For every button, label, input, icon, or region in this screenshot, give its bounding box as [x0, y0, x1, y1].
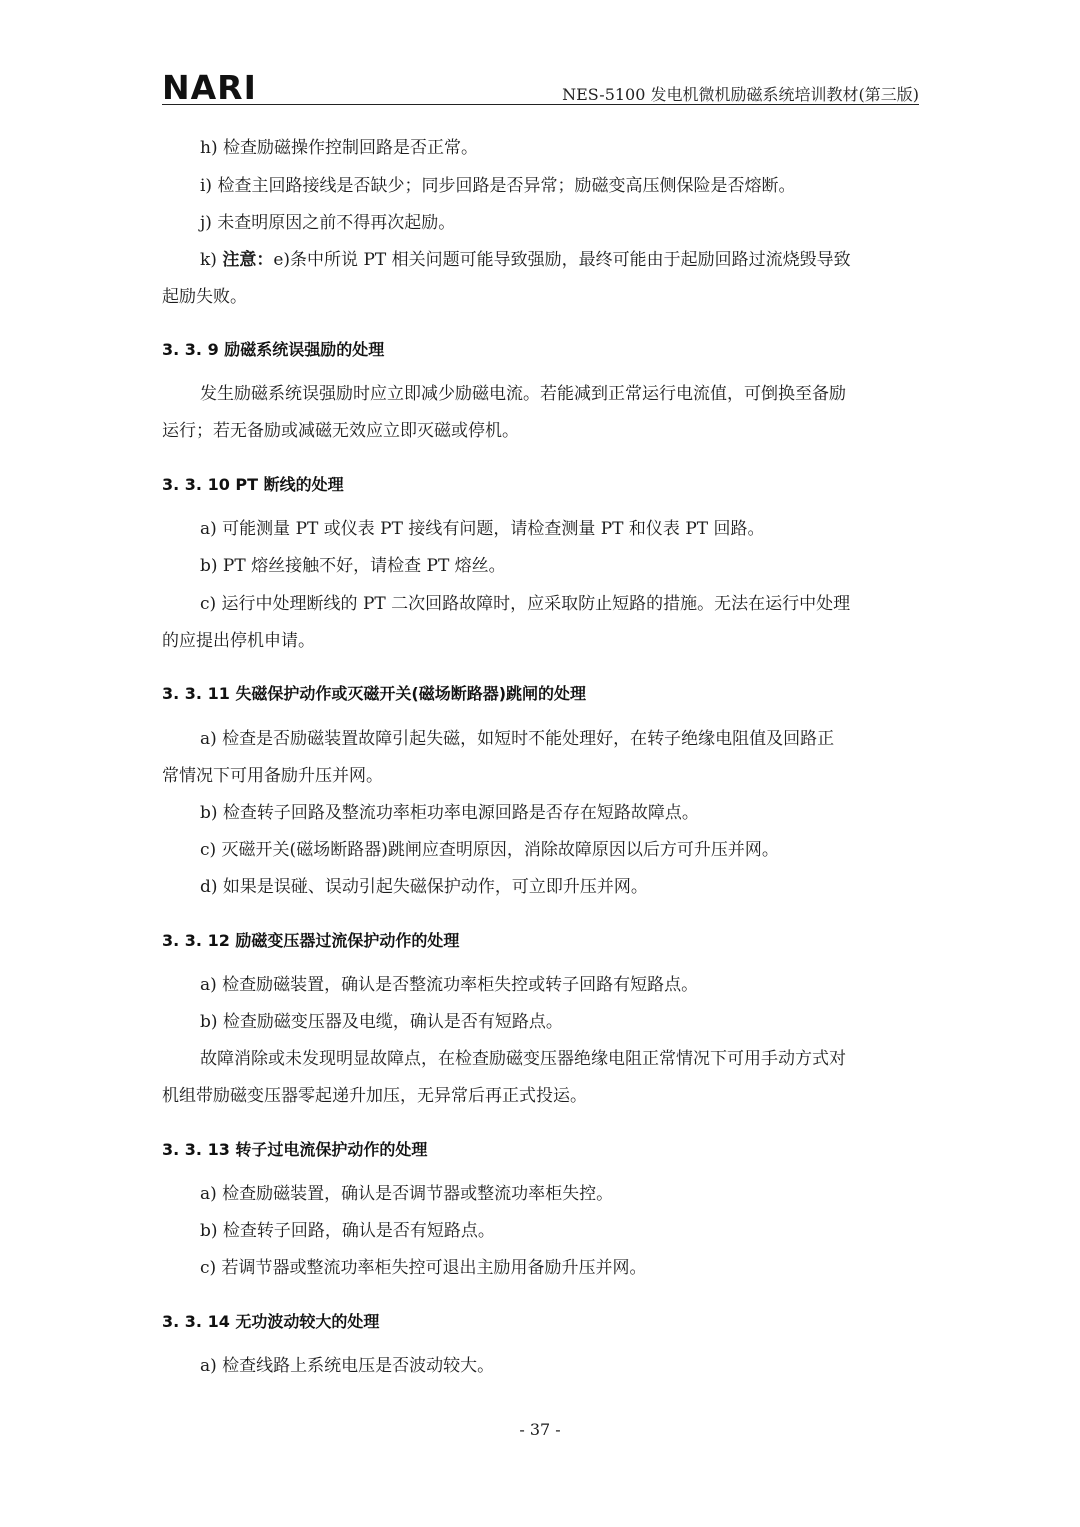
- note-label: 注意：: [222, 250, 274, 270]
- section-3-3-11-item-d: d) 如果是误碰、误动引起失磁保护动作，可立即升压并网。: [200, 877, 648, 897]
- section-3-3-11-item-a: a) 检查是否励磁装置故障引起失磁，如短时不能处理好，在转子绝缘电阻值及回路正: [200, 729, 835, 749]
- section-3-3-13-item-b: b) 检查转子回路，确认是否有短路点。: [200, 1221, 495, 1241]
- item-k-prefix: k): [200, 250, 223, 270]
- document-title: NES-5100 发电机微机励磁系统培训教材(第三版): [562, 85, 919, 104]
- section-3-3-13-heading: 3. 3. 13 转子过电流保护动作的处理: [162, 1140, 428, 1159]
- section-3-3-12-heading: 3. 3. 12 励磁变压器过流保护动作的处理: [162, 931, 460, 950]
- section-3-3-12-paragraph-continued: 机组带励磁变压器零起递升加压，无异常后再正式投运。: [162, 1086, 587, 1106]
- page-number: - 37 -: [519, 1420, 561, 1439]
- section-3-3-10-item-b: b) PT 熔丝接触不好，请检查 PT 熔丝。: [200, 556, 506, 576]
- item-h: h) 检查励磁操作控制回路是否正常。: [200, 138, 478, 158]
- section-3-3-11-item-b: b) 检查转子回路及整流功率柜功率电源回路是否存在短路故障点。: [200, 803, 699, 823]
- section-3-3-14-item-a: a) 检查线路上系统电压是否波动较大。: [200, 1356, 495, 1376]
- section-3-3-10-heading: 3. 3. 10 PT 断线的处理: [162, 475, 344, 494]
- section-3-3-12-paragraph: 故障消除或未发现明显故障点，在检查励磁变压器绝缘电阻正常情况下可用手动方式对: [200, 1049, 846, 1069]
- item-j: j) 未查明原因之前不得再次起励。: [200, 213, 456, 233]
- item-k: [200, 245, 851, 270]
- header-rule: [162, 104, 919, 105]
- section-3-3-11-item-a-continued: 常情况下可用备励升压并网。: [162, 766, 383, 786]
- section-3-3-11-item-c: c) 灭磁开关(磁场断路器)跳闸应查明原因，消除故障原因以后方可升压并网。: [200, 840, 779, 860]
- nari-logo: NARI: [162, 68, 257, 107]
- item-k-text: e)条中所说 PT 相关问题可能导致强励，最终可能由于起励回路过流烧毁导致: [273, 250, 851, 270]
- section-3-3-10-item-c: c) 运行中处理断线的 PT 二次回路故障时，应采取防止短路的措施。无法在运行中处理: [200, 594, 851, 614]
- section-3-3-10-item-c-continued: 的应提出停机申请。: [162, 631, 315, 651]
- section-3-3-9-heading: 3. 3. 9 励磁系统误强励的处理: [162, 340, 385, 359]
- section-3-3-9-paragraph-continued: 运行；若无备励或减磁无效应立即灭磁或停机。: [162, 421, 519, 441]
- section-3-3-10-item-a: a) 可能测量 PT 或仪表 PT 接线有问题，请检查测量 PT 和仪表 PT 回路。: [200, 519, 765, 539]
- item-k-continued: 起励失败。: [162, 287, 247, 307]
- section-3-3-13-item-c: c) 若调节器或整流功率柜失控可退出主励用备励升压并网。: [200, 1258, 647, 1278]
- page-header: [162, 60, 919, 107]
- section-3-3-12-item-b: b) 检查励磁变压器及电缆，确认是否有短路点。: [200, 1012, 563, 1032]
- item-i: i) 检查主回路接线是否缺少；同步回路是否异常；励磁变高压侧保险是否熔断。: [200, 176, 796, 196]
- section-3-3-14-heading: 3. 3. 14 无功波动较大的处理: [162, 1312, 380, 1331]
- section-3-3-11-heading: 3. 3. 11 失磁保护动作或灭磁开关(磁场断路器)跳闸的处理: [162, 684, 587, 703]
- section-3-3-9-paragraph: 发生励磁系统误强励时应立即减少励磁电流。若能减到正常运行电流值，可倒换至备励: [200, 384, 846, 404]
- section-3-3-13-item-a: a) 检查励磁装置，确认是否调节器或整流功率柜失控。: [200, 1184, 614, 1204]
- section-3-3-12-item-a: a) 检查励磁装置，确认是否整流功率柜失控或转子回路有短路点。: [200, 975, 699, 995]
